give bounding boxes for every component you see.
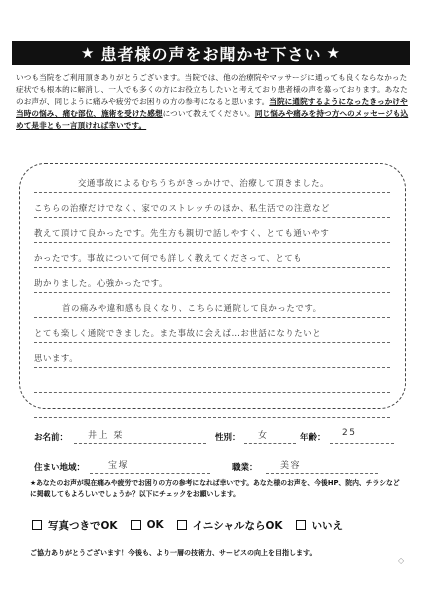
comment-text: 思います。 <box>34 353 79 363</box>
intro-highlight-1: 当院に通院するようになったきっかけや当時の悩み、痛む部位、施術を受けた感想 <box>16 97 408 119</box>
intro-highlight-2: 同じ悩みや痛みを持つ方へのメッセージも込めて是非とも一言頂ければ幸いです。 <box>16 109 409 131</box>
age-field-line <box>330 443 394 444</box>
publish-note: ★あなたのお声が現在痛みや疲労でお困りの方の参考になれば幸いです。あなた様のお声を、今後HP、院内、チラシなどに掲載してもよろしいでしょうか？以下にチェックをお願いします。 <box>30 479 400 498</box>
name-label: お名前： <box>34 433 69 443</box>
intro-part-2: について教えてください。 <box>162 109 255 119</box>
comment-line <box>34 193 390 218</box>
comment-text: かったです。事故について何でも詳しく教えてくださって、とても <box>34 253 303 263</box>
comment-text: こちらの治療だけでなく、家でのストレッチのほか、私生活での注意など <box>34 203 330 213</box>
comment-text: 交通事故によるむちうちがきっかけで、治療して頂きました。 <box>78 178 330 188</box>
checkbox[interactable] <box>177 520 187 530</box>
job-field-line <box>266 473 378 474</box>
comment-line <box>34 318 390 343</box>
name-field-line <box>74 443 206 444</box>
comment-text: 助かりました。心強かったです。 <box>34 278 168 288</box>
comment-line <box>34 243 390 268</box>
consent-ok[interactable]: OK <box>131 519 164 531</box>
checkbox[interactable] <box>131 520 141 530</box>
comment-line <box>34 268 390 293</box>
comment-line <box>34 218 390 243</box>
consent-initial-ok[interactable]: イニシャルならOK <box>177 518 283 533</box>
gender-field-line <box>244 443 296 444</box>
comment-text: 首の痛みや違和感も良くなり、こちらに通院して良かったです。 <box>62 303 322 313</box>
consent-photo-ok[interactable]: 写真つきでOK <box>32 518 118 533</box>
job-label: 職業： <box>232 463 258 473</box>
age-label: 年齢： <box>300 433 326 443</box>
gender-value[interactable]: 女 <box>258 431 269 441</box>
area-value[interactable]: 宝塚 <box>108 461 130 471</box>
name-value[interactable]: 井上 栞 <box>88 431 124 441</box>
corner-mark: ◇ <box>398 556 405 565</box>
comment-lines <box>34 168 390 418</box>
star-icon: ★ <box>81 44 96 62</box>
area-field-line <box>90 473 210 474</box>
gender-label: 性別： <box>215 433 241 443</box>
thanks-text: ご協力ありがとうございます！今後も、より一層の技術力、サービスの向上を目指します。 <box>30 549 317 557</box>
area-label: 住まい地域： <box>34 463 86 473</box>
checkbox[interactable] <box>32 520 42 530</box>
comment-line <box>34 168 390 193</box>
intro-part-1: いつも当院をご利用頂きありがとうございます。当院では、他の治療院やマッサージに通っても良くならなかった症状でも根本的に解消し、一人でも多くの方にお役立ちしたいと考えており患者様の声を募っております。あなたのお声が、同じように痛みや疲労でお困りの方の参考になると思います。 <box>16 73 408 107</box>
page-header <box>12 41 410 65</box>
star-icon: ★ <box>326 44 341 62</box>
consent-options <box>32 517 404 533</box>
page-title: 患者様の声をお聞かせ下さい <box>100 44 322 64</box>
comment-line <box>34 343 390 368</box>
comment-line <box>34 293 390 318</box>
checkbox[interactable] <box>296 520 306 530</box>
job-value[interactable]: 美容 <box>280 461 302 471</box>
intro-text <box>16 72 410 132</box>
comment-line <box>34 393 390 418</box>
comment-text: とても楽しく通院できました。また事故に会えば…お世話になりたいと <box>34 328 322 338</box>
comment-text: 教えて頂けて良かったです。先生方も親切で話しやすく、とても通いやす <box>34 228 330 238</box>
consent-no[interactable]: いいえ <box>296 518 344 533</box>
age-value[interactable]: 25 <box>342 428 357 438</box>
comment-line <box>34 368 390 393</box>
